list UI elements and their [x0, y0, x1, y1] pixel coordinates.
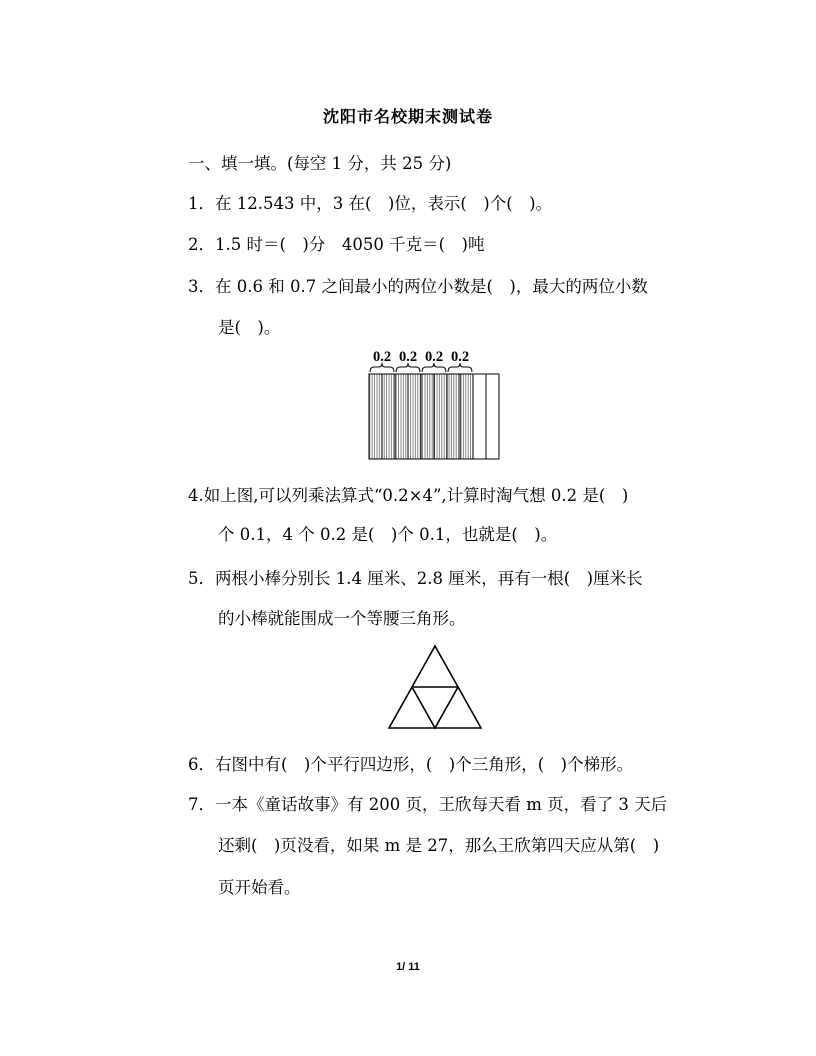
- strip-label: 0.2: [398, 349, 418, 365]
- triangle-figure: [385, 643, 485, 733]
- question-5-line-2: 的小棒就能围成一个等腰三角形。: [218, 609, 466, 628]
- shaded-strip: [434, 374, 447, 459]
- page-title: 沈阳市名校期末测试卷: [322, 107, 493, 126]
- strip-label: 0.2: [424, 349, 444, 365]
- shaded-strip: [408, 374, 421, 459]
- question-1: 1．在 12.543 中，3 在( )位，表示( )个( )。: [188, 194, 553, 213]
- blank-strip: [486, 374, 499, 459]
- question-7-line-1: 7．一本《童话故事》有 200 页，王欣每天看 m 页，看了 3 天后: [188, 795, 668, 814]
- shaded-strip: [369, 374, 382, 459]
- page-number: 1/ 11: [396, 961, 420, 973]
- inner-triangle: [412, 687, 458, 728]
- question-7-line-2: 还剩( )页没看，如果 m 是 27，那么王欣第四天应从第( ): [218, 836, 660, 855]
- shaded-strip: [421, 374, 434, 459]
- question-3-line-2: 是( )。: [218, 318, 281, 337]
- question-3-line-1: 3．在 0.6 和 0.7 之间最小的两位小数是( )，最大的两位小数: [188, 277, 648, 296]
- blank-strip: [473, 374, 486, 459]
- shaded-strip: [382, 374, 395, 459]
- shaded-strip: [395, 374, 408, 459]
- question-2: 2．1.5 时＝( )分 4050 千克＝( )吨: [188, 235, 485, 254]
- shaded-strip: [447, 374, 460, 459]
- question-4-line-1: 4.如上图,可以列乘法算式“0.2×4”,计算时淘气想 0.2 是( ): [188, 486, 629, 505]
- strip-label: 0.2: [450, 349, 470, 365]
- question-6: 6．右图中有( )个平行四边形，( )个三角形，( )个梯形。: [188, 755, 634, 774]
- question-5-line-1: 5．两根小棒分别长 1.4 厘米、2.8 厘米，再有一根( )厘米长: [188, 569, 643, 588]
- strip-label: 0.2: [372, 349, 392, 365]
- shaded-strip: [460, 374, 473, 459]
- section-heading: 一、填一填。(每空 1 分，共 25 分): [188, 154, 452, 173]
- decimal-strip-figure: [362, 346, 512, 461]
- question-4-line-2: 个 0.1，4 个 0.2 是( )个 0.1，也就是( )。: [218, 525, 558, 544]
- question-7-line-3: 页开始看。: [218, 878, 301, 897]
